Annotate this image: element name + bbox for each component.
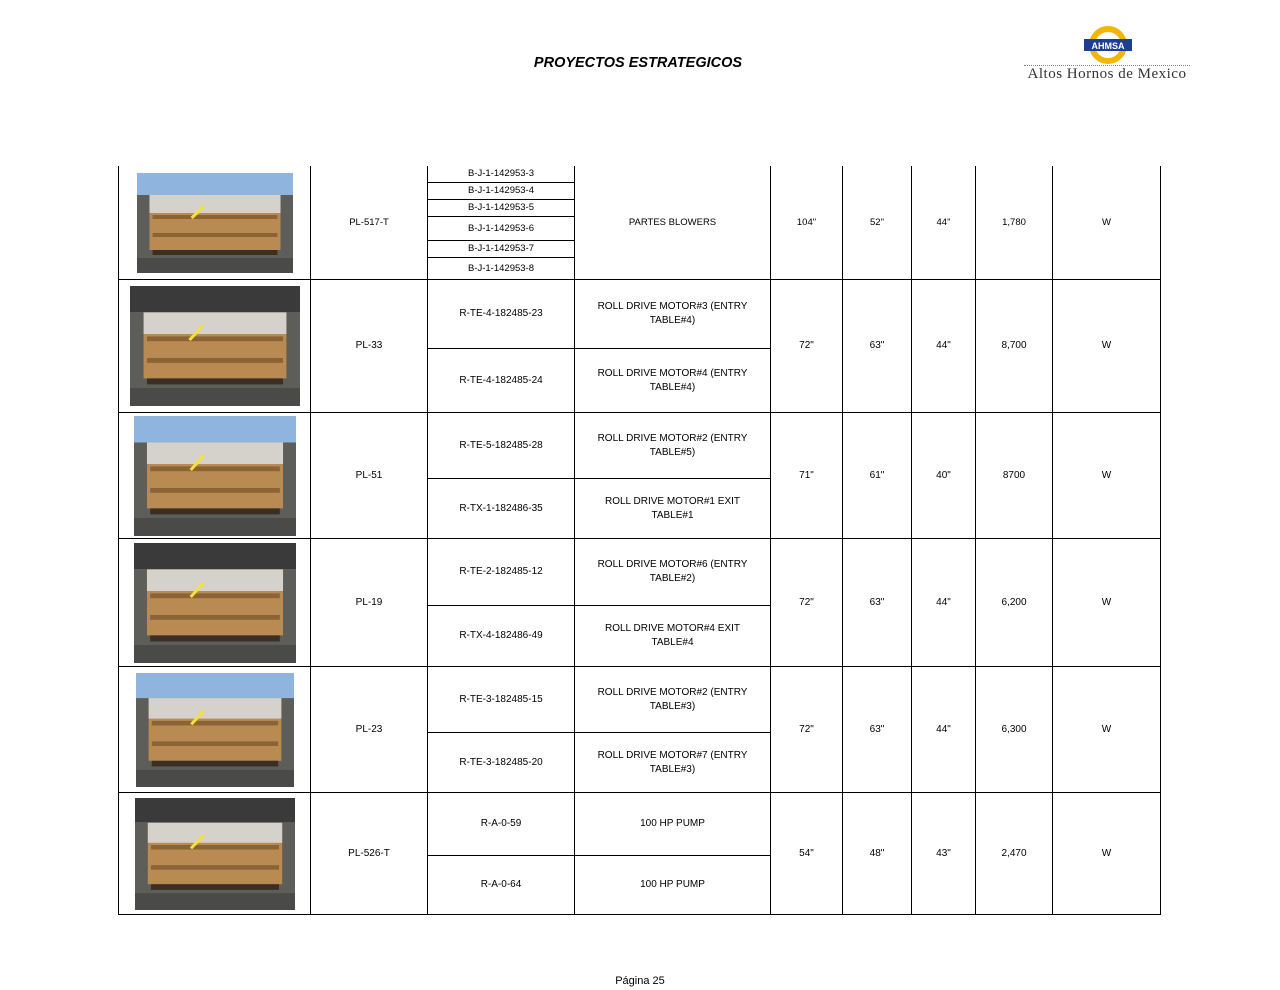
status-value: W [1053, 166, 1161, 280]
company-logo [1022, 25, 1192, 90]
package-id: PL-517-T [311, 166, 428, 280]
status-value: W [1053, 413, 1161, 539]
length-value: 72" [771, 539, 843, 667]
height-value: 43" [912, 793, 976, 915]
table-row [119, 667, 1161, 733]
package-id: PL-23 [311, 667, 428, 793]
status-value: W [1053, 667, 1161, 793]
part-number: R-TE-4-182485-23 [428, 280, 575, 349]
part-number: R-TE-2-182485-12 [428, 539, 575, 606]
height-value: 44" [912, 539, 976, 667]
part-description: ROLL DRIVE MOTOR#4 (ENTRY TABLE#4) [575, 349, 771, 413]
width-value: 48" [843, 793, 912, 915]
part-number: R-TE-5-182485-28 [428, 413, 575, 479]
weight-value: 2,470 [976, 793, 1053, 915]
table-row [119, 793, 1161, 856]
length-value: 54" [771, 793, 843, 915]
status-value: W [1053, 793, 1161, 915]
length-value: 72" [771, 280, 843, 413]
weight-value: 6,200 [976, 539, 1053, 667]
photo-cell [119, 413, 311, 539]
page-title: PROYECTOS ESTRATEGICOS [533, 55, 743, 71]
status-value: W [1053, 280, 1161, 413]
crate-photo-icon [134, 416, 296, 536]
crate-photo-icon [136, 673, 294, 787]
weight-value: 6,300 [976, 667, 1053, 793]
packing-table [118, 166, 1161, 915]
crate-photo-icon [135, 798, 295, 910]
part-number: R-A-0-59 [428, 793, 575, 856]
photo-cell [119, 539, 311, 667]
part-description: ROLL DRIVE MOTOR#3 (ENTRY TABLE#4) [575, 280, 771, 349]
part-description: 100 HP PUMP [575, 856, 771, 915]
table-row [119, 413, 1161, 479]
width-value: 63" [843, 667, 912, 793]
part-description: ROLL DRIVE MOTOR#4 EXIT TABLE#4 [575, 606, 771, 667]
part-number: R-A-0-64 [428, 856, 575, 915]
table-row [119, 166, 1161, 183]
status-value: W [1053, 539, 1161, 667]
width-value: 52" [843, 166, 912, 280]
package-id: PL-19 [311, 539, 428, 667]
width-value: 61" [843, 413, 912, 539]
part-number: B-J-1-142953-7 [428, 241, 575, 258]
part-description: PARTES BLOWERS [575, 166, 771, 280]
ahmsa-logo-icon [1022, 25, 1192, 65]
package-id: PL-526-T [311, 793, 428, 915]
part-description: ROLL DRIVE MOTOR#2 (ENTRY TABLE#3) [575, 667, 771, 733]
photo-cell [119, 166, 311, 280]
part-number: B-J-1-142953-6 [428, 217, 575, 241]
crate-photo-icon [130, 286, 300, 406]
part-description: ROLL DRIVE MOTOR#7 (ENTRY TABLE#3) [575, 733, 771, 793]
part-number: R-TX-4-182486-49 [428, 606, 575, 667]
part-number: B-J-1-142953-5 [428, 200, 575, 217]
photo-cell [119, 793, 311, 915]
package-id: PL-51 [311, 413, 428, 539]
height-value: 44" [912, 166, 976, 280]
table-row [119, 280, 1161, 349]
logo-company-name: Altos Hornos de Mexico [1027, 66, 1187, 82]
height-value: 44" [912, 280, 976, 413]
part-number: R-TE-3-182485-20 [428, 733, 575, 793]
page-number: Página 25 [615, 975, 665, 987]
part-number: R-TX-1-182486-35 [428, 479, 575, 539]
package-id: PL-33 [311, 280, 428, 413]
crate-photo-icon [137, 173, 293, 273]
part-number: B-J-1-142953-4 [428, 183, 575, 200]
length-value: 71" [771, 413, 843, 539]
weight-value: 8,700 [976, 280, 1053, 413]
width-value: 63" [843, 280, 912, 413]
width-value: 63" [843, 539, 912, 667]
part-description: ROLL DRIVE MOTOR#2 (ENTRY TABLE#5) [575, 413, 771, 479]
part-number: B-J-1-142953-8 [428, 258, 575, 280]
photo-cell [119, 280, 311, 413]
part-number: R-TE-4-182485-24 [428, 349, 575, 413]
height-value: 44" [912, 667, 976, 793]
crate-photo-icon [134, 543, 296, 663]
length-value: 72" [771, 667, 843, 793]
weight-value: 1,780 [976, 166, 1053, 280]
part-description: ROLL DRIVE MOTOR#1 EXIT TABLE#1 [575, 479, 771, 539]
length-value: 104" [771, 166, 843, 280]
part-description: 100 HP PUMP [575, 793, 771, 856]
svg-text:AHMSA: AHMSA [1091, 41, 1125, 51]
table-row [119, 539, 1161, 606]
part-number: B-J-1-142953-3 [428, 166, 575, 183]
part-number: R-TE-3-182485-15 [428, 667, 575, 733]
photo-cell [119, 667, 311, 793]
weight-value: 8700 [976, 413, 1053, 539]
height-value: 40" [912, 413, 976, 539]
part-description: ROLL DRIVE MOTOR#6 (ENTRY TABLE#2) [575, 539, 771, 606]
